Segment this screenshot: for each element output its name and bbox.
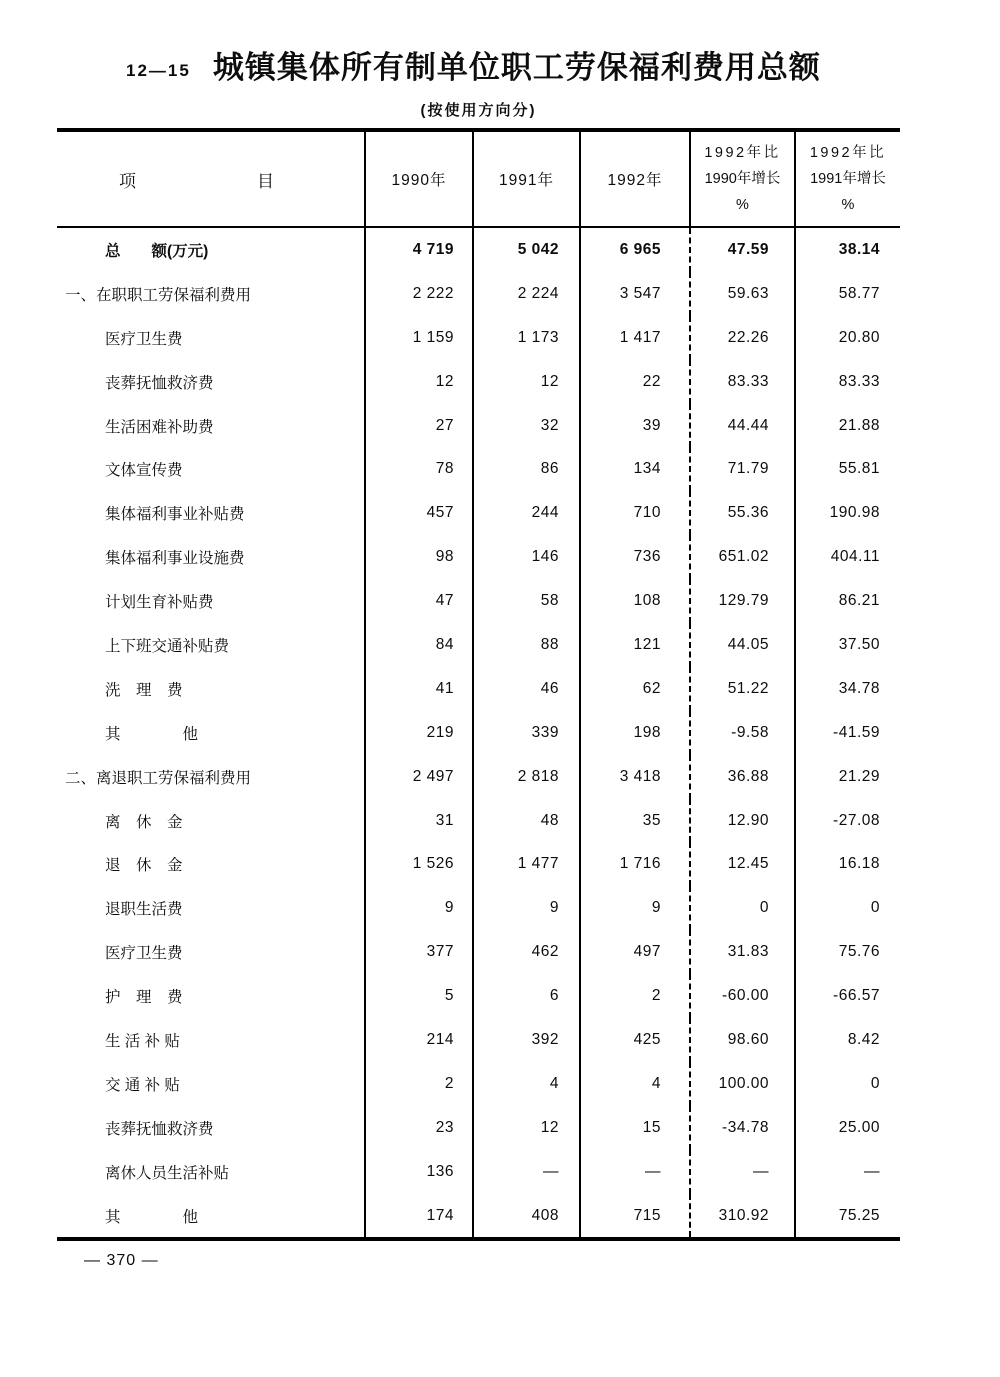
value-cell: 146 [473, 535, 580, 579]
value-cell: 12.45 [690, 842, 795, 886]
value-cell: 1 526 [365, 842, 473, 886]
table-row [57, 272, 900, 316]
value-cell: 32 [473, 404, 580, 448]
value-cell: 214 [365, 1018, 473, 1062]
value-cell: -66.57 [795, 974, 900, 1018]
value-cell: 392 [473, 1018, 580, 1062]
value-cell: 715 [580, 1194, 690, 1240]
value-cell: 15 [580, 1106, 690, 1150]
value-cell: 2 497 [365, 755, 473, 799]
value-cell: 404.11 [795, 535, 900, 579]
value-cell: 47.59 [690, 227, 795, 272]
value-cell: 190.98 [795, 491, 900, 535]
value-cell: 83.33 [795, 360, 900, 404]
item-column-header [57, 130, 365, 227]
row-label: 丧葬抚恤救济费 [105, 1120, 214, 1138]
row-label: 交 通 补 贴 [105, 1076, 180, 1094]
column-header-1991: 1991年 [473, 130, 580, 227]
title-block [126, 42, 821, 87]
table-row [57, 404, 900, 448]
row-label: 计划生育补贴费 [105, 594, 214, 612]
page-title: 城镇集体所有制单位职工劳保福利费用总额 [212, 50, 821, 85]
statistics-table [57, 128, 900, 1241]
column-header-growth-1991: 1992年比 1991年增长 % [795, 130, 900, 227]
value-cell: 37.50 [795, 623, 900, 667]
row-label: 二、离退职工劳保福利费用 [65, 769, 252, 787]
value-cell: 12.90 [690, 799, 795, 843]
value-cell: 100.00 [690, 1062, 795, 1106]
value-cell: 310.92 [690, 1194, 795, 1240]
row-label: 生活困难补助费 [105, 418, 214, 436]
value-cell: 0 [795, 1062, 900, 1106]
value-cell: 62 [580, 667, 690, 711]
value-cell: 136 [365, 1150, 473, 1194]
value-cell: -41.59 [795, 711, 900, 755]
value-cell: 48 [473, 799, 580, 843]
value-cell: 39 [580, 404, 690, 448]
value-cell: 129.79 [690, 579, 795, 623]
value-cell: 377 [365, 930, 473, 974]
table-header [57, 130, 900, 227]
value-cell: 2 [365, 1062, 473, 1106]
value-cell: 219 [365, 711, 473, 755]
value-cell: 339 [473, 711, 580, 755]
item-header-left: 项 [119, 171, 136, 191]
value-cell: — [580, 1150, 690, 1194]
table-row [57, 623, 900, 667]
row-label: 洗 理 费 [105, 681, 183, 699]
page-subtitle: (按使用方向分) [420, 102, 537, 119]
value-cell: 88 [473, 623, 580, 667]
value-cell: 736 [580, 535, 690, 579]
value-cell: 710 [580, 491, 690, 535]
table-body [57, 227, 900, 1239]
row-label: 护 理 费 [105, 989, 183, 1007]
value-cell: 462 [473, 930, 580, 974]
row-label: 其 他 [105, 1208, 199, 1226]
row-label: 其 他 [105, 725, 199, 743]
value-cell: 0 [795, 886, 900, 930]
column-header-1992: 1992年 [580, 130, 690, 227]
value-cell: 1 159 [365, 316, 473, 360]
value-cell: 22.26 [690, 316, 795, 360]
value-cell: 44.44 [690, 404, 795, 448]
table-row [57, 535, 900, 579]
value-cell: 27 [365, 404, 473, 448]
value-cell: 23 [365, 1106, 473, 1150]
value-cell: 55.36 [690, 491, 795, 535]
value-cell: 21.29 [795, 755, 900, 799]
table-row [57, 667, 900, 711]
table-row [57, 755, 900, 799]
value-cell: -27.08 [795, 799, 900, 843]
row-label: 丧葬抚恤救济费 [105, 374, 214, 392]
row-label: 集体福利事业补贴费 [105, 506, 245, 524]
value-cell: 47 [365, 579, 473, 623]
table-row [57, 842, 900, 886]
value-cell: 3 418 [580, 755, 690, 799]
value-cell: 21.88 [795, 404, 900, 448]
column-header-1990: 1990年 [365, 130, 473, 227]
value-cell: 38.14 [795, 227, 900, 272]
value-cell: 22 [580, 360, 690, 404]
value-cell: -60.00 [690, 974, 795, 1018]
table-row [57, 799, 900, 843]
table-row [57, 1150, 900, 1194]
table-row [57, 974, 900, 1018]
value-cell: 408 [473, 1194, 580, 1240]
value-cell: 78 [365, 447, 473, 491]
value-cell: 121 [580, 623, 690, 667]
value-cell: 12 [365, 360, 473, 404]
value-cell: -9.58 [690, 711, 795, 755]
row-label: 医疗卫生费 [105, 330, 183, 348]
row-label: 离休人员生活补贴 [105, 1164, 230, 1182]
value-cell: 2 818 [473, 755, 580, 799]
value-cell: 174 [365, 1194, 473, 1240]
table-row [57, 579, 900, 623]
value-cell: 35 [580, 799, 690, 843]
value-cell: 6 965 [580, 227, 690, 272]
row-label: 医疗卫生费 [105, 945, 183, 963]
value-cell: 55.81 [795, 447, 900, 491]
value-cell: 75.25 [795, 1194, 900, 1240]
value-cell: 86.21 [795, 579, 900, 623]
value-cell: 51.22 [690, 667, 795, 711]
row-label: 退 休 金 [105, 857, 183, 875]
value-cell: 36.88 [690, 755, 795, 799]
value-cell: 8.42 [795, 1018, 900, 1062]
value-cell: 41 [365, 667, 473, 711]
value-cell: -34.78 [690, 1106, 795, 1150]
table-row [57, 491, 900, 535]
value-cell: 6 [473, 974, 580, 1018]
value-cell: 2 222 [365, 272, 473, 316]
table-number: 12—15 [126, 61, 191, 80]
value-cell: 12 [473, 1106, 580, 1150]
value-cell: 108 [580, 579, 690, 623]
value-cell: 20.80 [795, 316, 900, 360]
value-cell: 1 173 [473, 316, 580, 360]
table-row [57, 227, 900, 272]
value-cell: 84 [365, 623, 473, 667]
row-label: 生 活 补 贴 [105, 1032, 180, 1050]
table-row [57, 711, 900, 755]
value-cell: 425 [580, 1018, 690, 1062]
value-cell: 31 [365, 799, 473, 843]
row-label: 总 额(万元) [105, 242, 209, 260]
value-cell: 98.60 [690, 1018, 795, 1062]
value-cell: 1 716 [580, 842, 690, 886]
value-cell: — [473, 1150, 580, 1194]
value-cell: 198 [580, 711, 690, 755]
value-cell: 2 224 [473, 272, 580, 316]
value-cell: — [795, 1150, 900, 1194]
value-cell: 75.76 [795, 930, 900, 974]
table-row [57, 930, 900, 974]
row-label: 离 休 金 [105, 813, 183, 831]
value-cell: 71.79 [690, 447, 795, 491]
table-row [57, 1194, 900, 1240]
table-row [57, 360, 900, 404]
value-cell: 9 [580, 886, 690, 930]
value-cell: 9 [473, 886, 580, 930]
table-row [57, 1062, 900, 1106]
value-cell: 4 [580, 1062, 690, 1106]
value-cell: 457 [365, 491, 473, 535]
value-cell: 4 719 [365, 227, 473, 272]
value-cell: 3 547 [580, 272, 690, 316]
value-cell: 25.00 [795, 1106, 900, 1150]
header-row [57, 130, 900, 227]
table-row [57, 886, 900, 930]
value-cell: 1 417 [580, 316, 690, 360]
value-cell: 1 477 [473, 842, 580, 886]
value-cell: — [690, 1150, 795, 1194]
value-cell: 4 [473, 1062, 580, 1106]
row-label: 上下班交通补贴费 [105, 637, 230, 655]
table-row [57, 1106, 900, 1150]
value-cell: 0 [690, 886, 795, 930]
page-number: — 370 — [84, 1252, 159, 1269]
value-cell: 98 [365, 535, 473, 579]
value-cell: 134 [580, 447, 690, 491]
value-cell: 31.83 [690, 930, 795, 974]
value-cell: 34.78 [795, 667, 900, 711]
row-label: 集体福利事业设施费 [105, 550, 245, 568]
value-cell: 16.18 [795, 842, 900, 886]
row-label: 一、在职职工劳保福利费用 [65, 286, 252, 304]
value-cell: 44.05 [690, 623, 795, 667]
table-row [57, 316, 900, 360]
column-header-growth-1990: 1992年比 1990年增长 % [690, 130, 795, 227]
table-row [57, 447, 900, 491]
value-cell: 5 042 [473, 227, 580, 272]
value-cell: 244 [473, 491, 580, 535]
value-cell: 497 [580, 930, 690, 974]
value-cell: 46 [473, 667, 580, 711]
value-cell: 59.63 [690, 272, 795, 316]
value-cell: 58 [473, 579, 580, 623]
value-cell: 9 [365, 886, 473, 930]
row-label: 文体宣传费 [105, 462, 183, 480]
value-cell: 83.33 [690, 360, 795, 404]
row-label: 退职生活费 [105, 901, 183, 919]
table-row [57, 1018, 900, 1062]
value-cell: 2 [580, 974, 690, 1018]
value-cell: 86 [473, 447, 580, 491]
value-cell: 58.77 [795, 272, 900, 316]
value-cell: 5 [365, 974, 473, 1018]
value-cell: 12 [473, 360, 580, 404]
value-cell: 651.02 [690, 535, 795, 579]
item-header-right: 目 [257, 171, 274, 191]
